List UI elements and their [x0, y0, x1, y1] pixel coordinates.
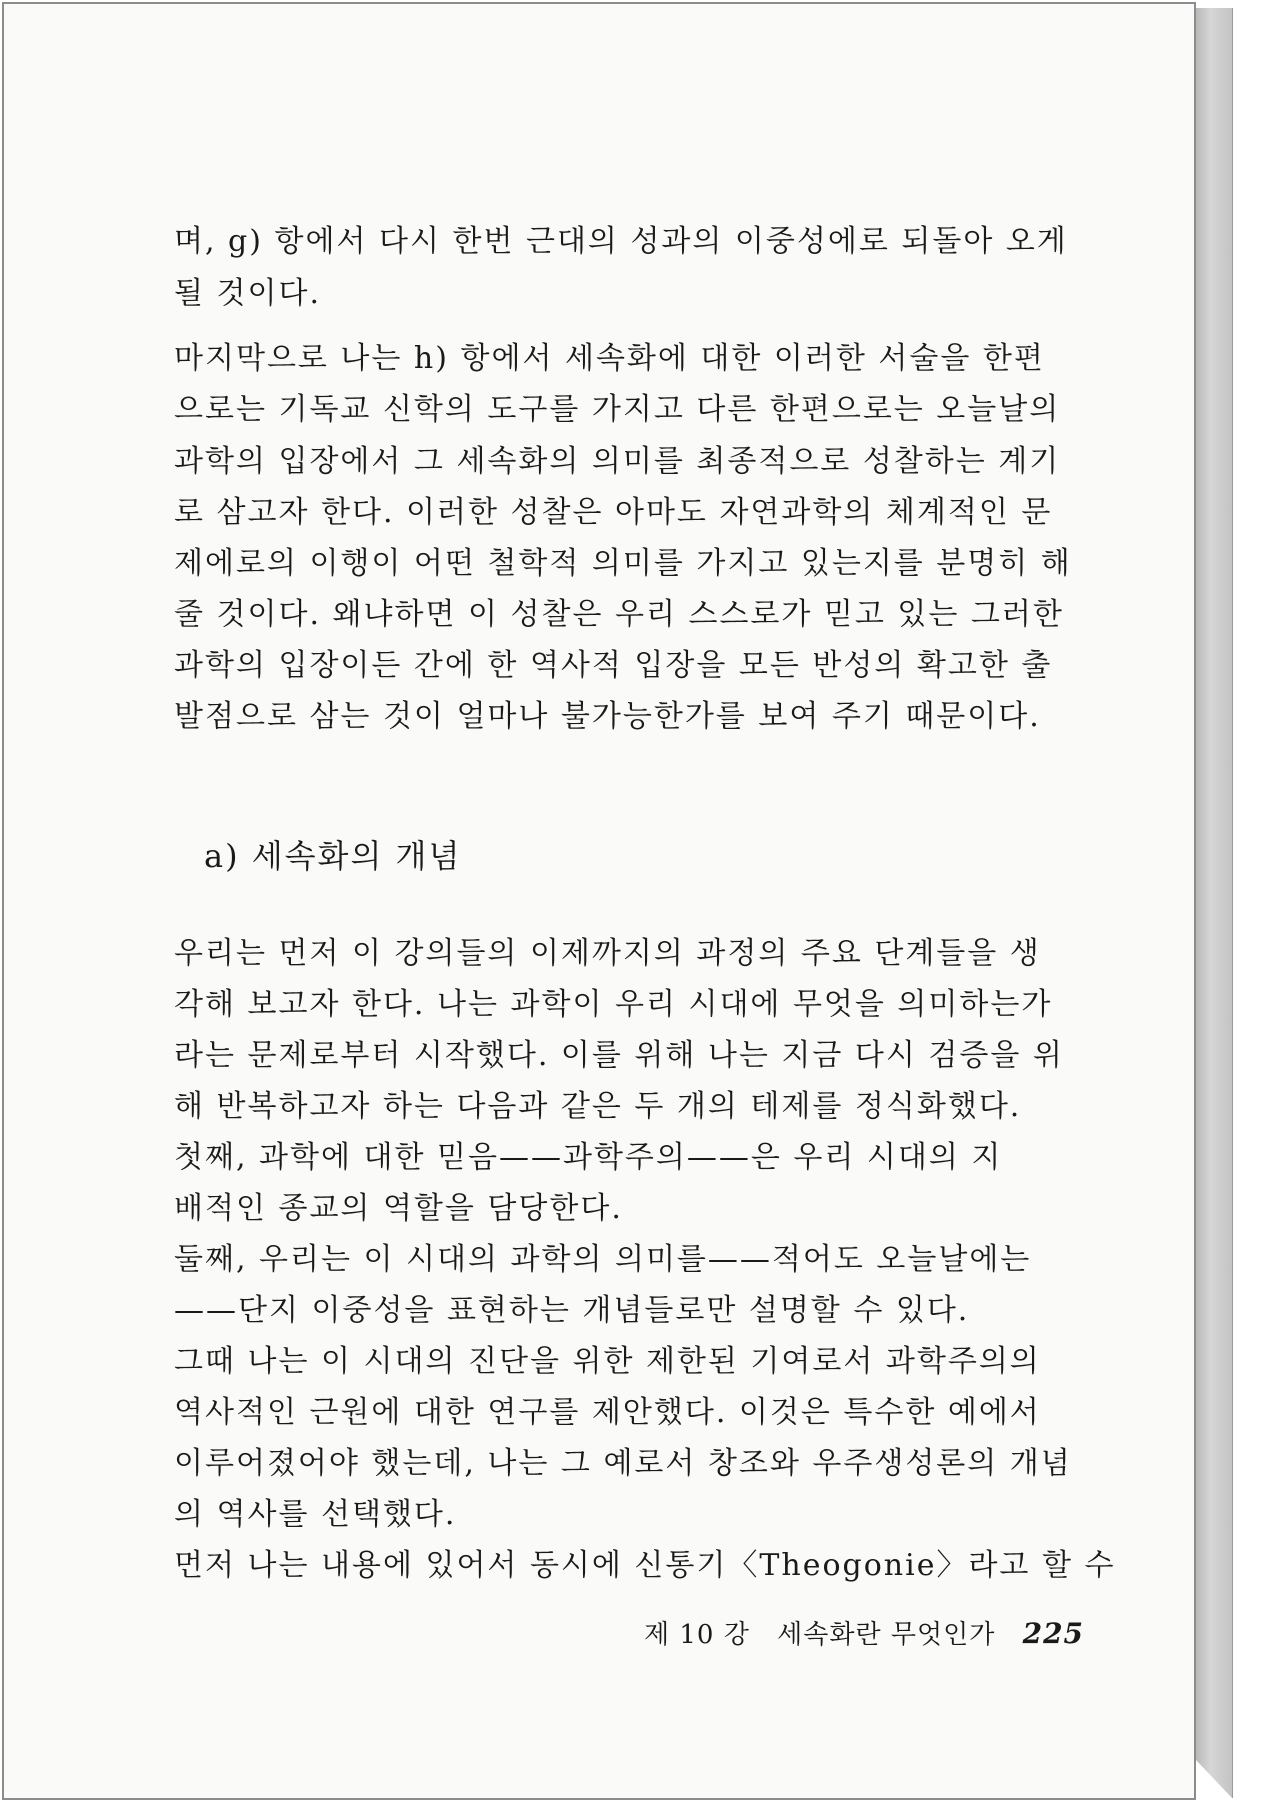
text-line: 그때 나는 이 시대의 진단을 위한 제한된 기여로서 과학주의의	[174, 1344, 1041, 1379]
text-line: 으로는 기독교 신학의 도구를 가지고 다른 한편으로는 오늘날의	[174, 392, 1061, 427]
text-line: 며, g) 항에서 다시 한번 근대의 성과의 이중성에로 되돌아 오게	[174, 224, 1068, 259]
text-line: ——단지 이중성을 표현하는 개념들로만 설명할 수 있다.	[174, 1293, 970, 1328]
text-line: 로 삼고자 한다. 이러한 성찰은 아마도 자연과학의 체계적인 문	[174, 495, 1053, 530]
text-line: 역사적인 근원에 대한 연구를 제안했다. 이것은 특수한 예에서	[174, 1395, 1041, 1430]
text-line: 첫째, 과학에 대한 믿음——과학주의——은 우리 시대의 지	[174, 1140, 1003, 1175]
text-line: 될 것이다.	[174, 276, 321, 311]
footer-title: 세속화란 무엇인가	[777, 1620, 996, 1650]
footer-chapter: 제 10 강	[644, 1620, 750, 1650]
page-number: 225	[1022, 1617, 1085, 1650]
text-line: 해 반복하고자 하는 다음과 같은 두 개의 테제를 정식화했다.	[174, 1089, 1022, 1124]
page-stack-bottom	[1196, 1760, 1232, 1798]
text-line: 이루어졌어야 했는데, 나는 그 예로서 창조와 우주생성론의 개념	[174, 1446, 1072, 1481]
text-line: 각해 보고자 한다. 나는 과학이 우리 시대에 무엇을 의미하는가	[174, 987, 1053, 1022]
text-line: 제에로의 이행이 어떤 철학적 의미를 가지고 있는지를 분명히 해	[174, 546, 1072, 581]
text-line: 둘째, 우리는 이 시대의 과학의 의미를——적어도 오늘날에는	[174, 1242, 1032, 1277]
text-line: 줄 것이다. 왜냐하면 이 성찰은 우리 스스로가 믿고 있는 그러한	[174, 597, 1064, 632]
page-stack-edge	[1196, 8, 1233, 1798]
book-page	[2, 2, 1196, 1800]
text-line: 의 역사를 선택했다.	[174, 1497, 457, 1532]
text-line: 발점으로 삼는 것이 얼마나 불가능한가를 보여 주기 때문이다.	[174, 699, 1041, 734]
text-line: 과학의 입장이든 간에 한 역사적 입장을 모든 반성의 확고한 출	[174, 648, 1053, 683]
text-line: 배적인 종교의 역할을 담당한다.	[174, 1191, 623, 1226]
section-heading: a) 세속화의 개념	[204, 837, 462, 875]
text-line: 과학의 입장에서 그 세속화의 의미를 최종적으로 성찰하는 계기	[174, 444, 1061, 479]
text-line: 마지막으로 나는 h) 항에서 세속화에 대한 이러한 서술을 한편	[174, 341, 1045, 376]
text-line: 먼저 나는 내용에 있어서 동시에 신통기〈Theogonie〉라고 할 수	[174, 1548, 1116, 1583]
text-line: 우리는 먼저 이 강의들의 이제까지의 과정의 주요 단계들을 생	[174, 936, 1041, 971]
text-line: 라는 문제로부터 시작했다. 이를 위해 나는 지금 다시 검증을 위	[174, 1038, 1064, 1073]
running-footer	[644, 1614, 1084, 1651]
